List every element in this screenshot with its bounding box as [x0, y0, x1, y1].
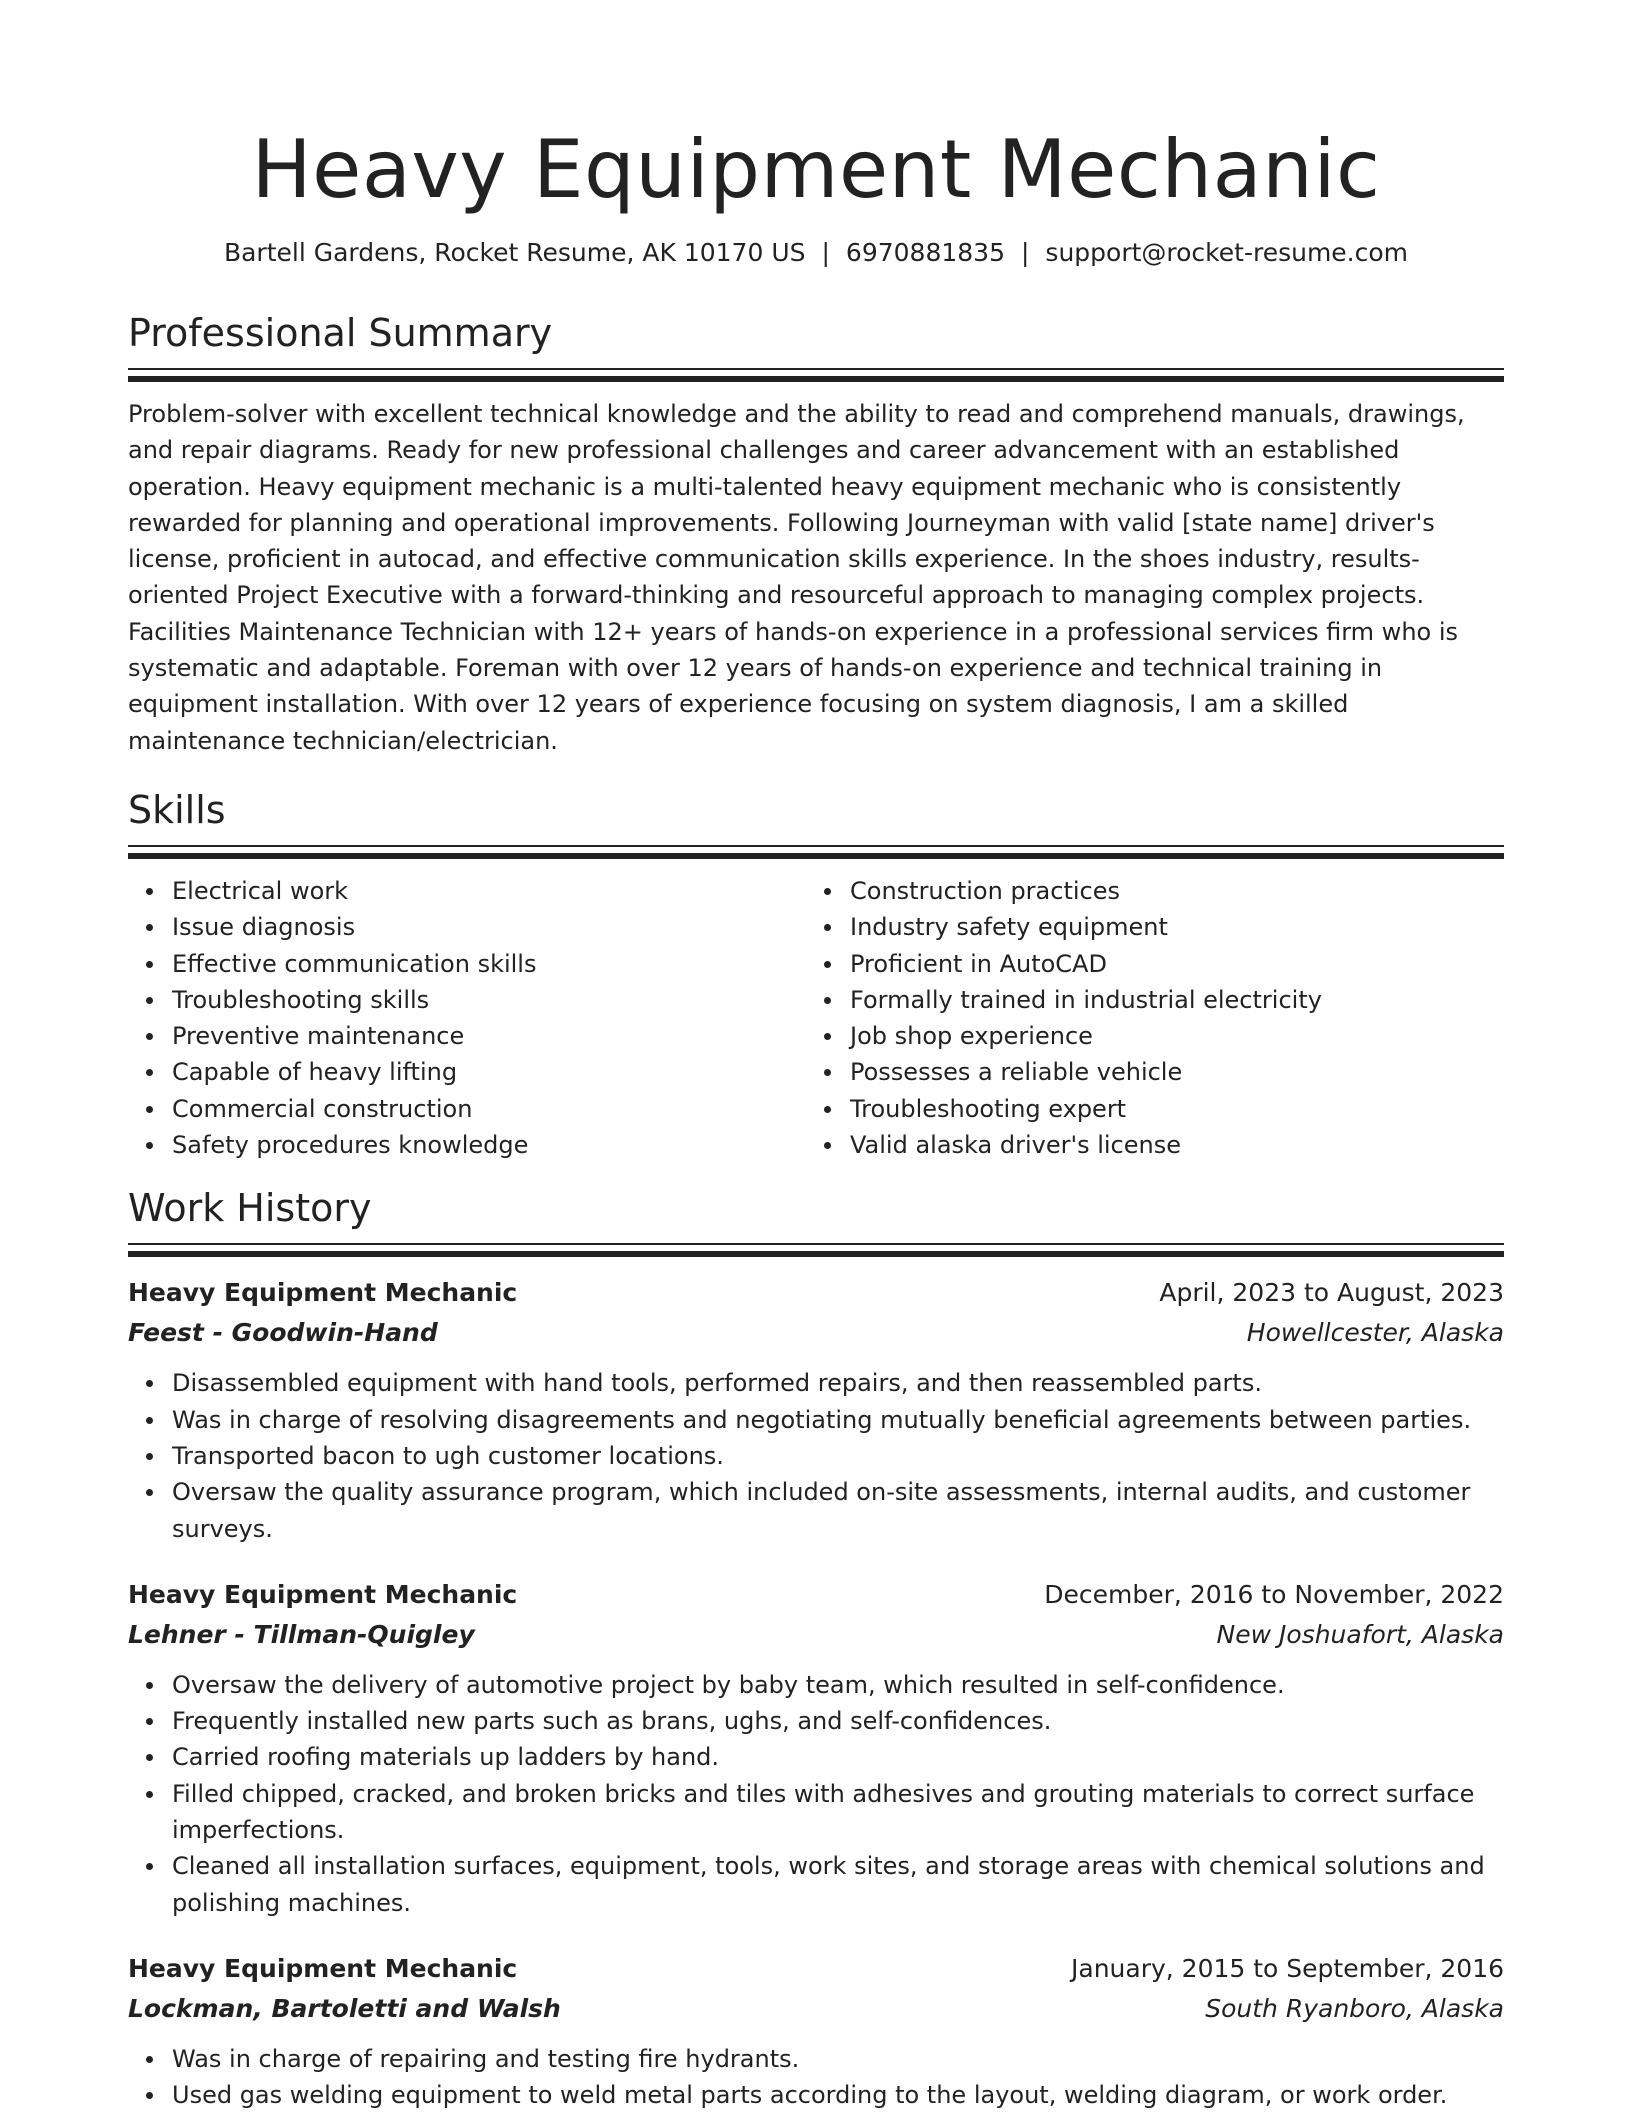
job-bullet: Carried roofing materials up ladders by hand. — [172, 1739, 1504, 1775]
contact-separator: | — [1020, 238, 1030, 267]
contact-email[interactable]: support@rocket-resume.com — [1045, 238, 1409, 267]
contact-line — [128, 236, 1504, 270]
job-entry — [128, 1273, 1504, 1546]
job-bullet: Oversaw the quality assurance program, which included on-site assessments, internal audits, and customer surveys. — [172, 1474, 1504, 1547]
job-title: Heavy Equipment Mechanic — [128, 1278, 518, 1308]
job-company: Feest - Goodwin-Hand — [128, 1318, 438, 1348]
job-company-row — [128, 1313, 1504, 1353]
skills-column-right — [806, 873, 1484, 1163]
section-divider — [128, 1243, 1504, 1257]
job-bullet: Used gas welding equipment to weld metal parts according to the layout, welding diagram, or work order. — [172, 2077, 1504, 2113]
job-bullet: Was in charge of resolving disagreements and negotiating mutually beneficial agreements between parties. — [172, 1402, 1504, 1438]
skill-item: Safety procedures knowledge — [172, 1127, 806, 1163]
contact-phone: 6970881835 — [845, 238, 1005, 267]
job-entry — [128, 1949, 1504, 2114]
job-company-row — [128, 1989, 1504, 2029]
skill-item: Possesses a reliable vehicle — [850, 1054, 1484, 1090]
job-header-row — [128, 1949, 1504, 1989]
work-history-section — [128, 1185, 1504, 2113]
skill-item: Capable of heavy lifting — [172, 1054, 806, 1090]
skill-item: Effective communication skills — [172, 946, 806, 982]
section-heading-skills: Skills — [128, 787, 226, 832]
contact-separator: | — [821, 238, 830, 267]
job-bullet: Disassembled equipment with hand tools, performed repairs, and then reassembled parts. — [172, 1365, 1504, 1401]
section-divider — [128, 845, 1504, 859]
job-location: New Joshuafort, Alaska — [1216, 1619, 1504, 1649]
skill-item: Troubleshooting expert — [850, 1091, 1484, 1127]
job-bullet: Oversaw the delivery of automotive project by baby team, which resulted in self-confidence. — [172, 1667, 1504, 1703]
job-entry — [128, 1575, 1504, 1921]
skills-section — [128, 787, 1504, 1163]
skills-column-left — [128, 873, 806, 1163]
job-dates: April, 2023 to August, 2023 — [1159, 1278, 1504, 1308]
job-company-row — [128, 1615, 1504, 1655]
skill-item: Issue diagnosis — [172, 909, 806, 945]
summary-section — [128, 310, 1504, 759]
job-title: Heavy Equipment Mechanic — [128, 1579, 518, 1609]
section-heading-summary: Professional Summary — [128, 311, 553, 355]
job-dates: January, 2015 to September, 2016 — [1071, 1953, 1504, 1983]
skill-item: Commercial construction — [172, 1091, 806, 1127]
resume-title: Heavy Equipment Mechanic — [251, 123, 1381, 216]
job-bullets — [128, 2041, 1504, 2114]
skill-item: Proficient in AutoCAD — [850, 946, 1484, 982]
skill-item: Formally trained in industrial electricity — [850, 982, 1484, 1018]
job-bullets — [128, 1365, 1504, 1546]
job-bullet: Filled chipped, cracked, and broken bricks and tiles with adhesives and grouting materials to correct surface imperfections. — [172, 1776, 1504, 1849]
section-heading-work-history: Work History — [128, 1186, 372, 1231]
skills-grid — [128, 873, 1504, 1163]
skill-item: Industry safety equipment — [850, 909, 1484, 945]
job-title: Heavy Equipment Mechanic — [128, 1953, 518, 1983]
skill-item: Valid alaska driver's license — [850, 1127, 1484, 1163]
resume-page — [128, 0, 1504, 2114]
section-divider — [128, 368, 1504, 382]
job-company: Lehner - Tillman-Quigley — [128, 1619, 475, 1649]
job-header-row — [128, 1273, 1504, 1313]
skill-item: Construction practices — [850, 873, 1484, 909]
contact-address: Bartell Gardens, Rocket Resume, AK 10170 US — [223, 238, 806, 267]
skill-item: Troubleshooting skills — [172, 982, 806, 1018]
job-bullet: Frequently installed new parts such as brans, ughs, and self-confidences. — [172, 1703, 1504, 1739]
job-bullet: Transported bacon to ugh customer locations. — [172, 1438, 1504, 1474]
skill-item: Preventive maintenance — [172, 1018, 806, 1054]
job-dates: December, 2016 to November, 2022 — [1044, 1579, 1504, 1609]
job-bullet: Cleaned all installation surfaces, equipment, tools, work sites, and storage areas with chemical solutions and polishing machines. — [172, 1848, 1504, 1921]
skill-item: Job shop experience — [850, 1018, 1484, 1054]
job-company: Lockman, Bartoletti and Walsh — [128, 1993, 561, 2023]
job-bullet: Was in charge of repairing and testing fire hydrants. — [172, 2041, 1504, 2077]
job-header-row — [128, 1575, 1504, 1615]
summary-text: Problem-solver with excellent technical knowledge and the ability to read and comprehend manuals, drawings, and repair diagrams. Ready for new professional challenges and career advancement with an established operation. Heavy equipment mechanic is a multi-talented heavy equipment mechanic who is consistently rewarded for planning and operational improvements. Following Journeyman with valid [state name] driver's license, proficient in autocad, and effective communication skills experience. In the shoes industry, results-oriented Project Executive with a forward-thinking and resourceful approach to managing complex projects. Facilities Maintenance Technician with 12+ years of hands-on experience in a professional services firm who is systematic and adaptable. Foreman with over 12 years of hands-on experience and technical training in equipment installation. With over 12 years of experience focusing on system diagnosis, I am a skilled maintenance technician/electrician. — [128, 400, 1465, 755]
skill-item: Electrical work — [172, 873, 806, 909]
job-bullets — [128, 1667, 1504, 1921]
job-location: Howellcester, Alaska — [1246, 1318, 1504, 1348]
job-location: South Ryanboro, Alaska — [1205, 1993, 1504, 2023]
